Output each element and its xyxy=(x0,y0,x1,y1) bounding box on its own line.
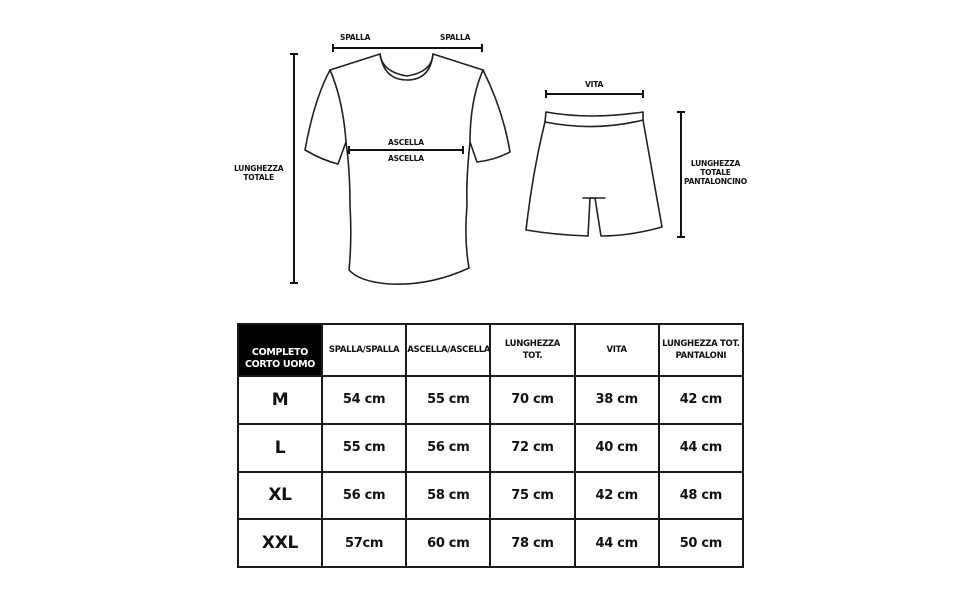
value-cell: 57cm xyxy=(322,519,406,567)
shorts-outline xyxy=(526,112,662,236)
table-header-row xyxy=(238,324,743,376)
size-cell: XXL xyxy=(238,519,322,567)
size-cell: XL xyxy=(238,472,322,520)
header-pants-length: LUNGHEZZA TOT. PANTALONI xyxy=(659,324,743,376)
value-cell: 58 cm xyxy=(406,472,490,520)
value-cell: 40 cm xyxy=(575,424,659,472)
value-cell: 78 cm xyxy=(490,519,574,567)
table-row xyxy=(238,424,743,472)
armpit-label-top: ASCELLA xyxy=(388,138,424,147)
table-row xyxy=(238,376,743,424)
value-cell: 55 cm xyxy=(406,376,490,424)
value-cell: 60 cm xyxy=(406,519,490,567)
size-cell: L xyxy=(238,424,322,472)
shorts-length-label: LUNGHEZZA TOTALE PANTALONCINO xyxy=(684,159,747,186)
value-cell: 50 cm xyxy=(659,519,743,567)
value-cell: 48 cm xyxy=(659,472,743,520)
value-cell: 44 cm xyxy=(575,519,659,567)
value-cell: 72 cm xyxy=(490,424,574,472)
header-shoulder: SPALLA/SPALLA xyxy=(322,324,406,376)
value-cell: 75 cm xyxy=(490,472,574,520)
shorts-waistband xyxy=(545,120,643,127)
shoulder-label-left: SPALLA xyxy=(340,33,371,42)
tshirt-length-label: LUNGHEZZA TOTALE xyxy=(234,164,284,182)
value-cell: 42 cm xyxy=(659,376,743,424)
value-cell: 70 cm xyxy=(490,376,574,424)
size-table xyxy=(237,323,744,568)
table-corner-header: COMPLETO CORTO UOMO xyxy=(238,324,322,376)
table-row xyxy=(238,472,743,520)
value-cell: 44 cm xyxy=(659,424,743,472)
value-cell: 42 cm xyxy=(575,472,659,520)
header-total-length: LUNGHEZZA TOT. xyxy=(490,324,574,376)
value-cell: 56 cm xyxy=(406,424,490,472)
tshirt-outline xyxy=(305,54,510,284)
table-row xyxy=(238,519,743,567)
waist-label: VITA xyxy=(585,80,604,89)
shoulder-label-right: SPALLA xyxy=(440,33,471,42)
value-cell: 54 cm xyxy=(322,376,406,424)
value-cell: 55 cm xyxy=(322,424,406,472)
size-cell: M xyxy=(238,376,322,424)
armpit-label-bottom: ASCELLA xyxy=(388,154,424,163)
value-cell: 56 cm xyxy=(322,472,406,520)
value-cell: 38 cm xyxy=(575,376,659,424)
header-waist: VITA xyxy=(575,324,659,376)
header-armpit: ASCELLA/ASCELLA xyxy=(406,324,490,376)
